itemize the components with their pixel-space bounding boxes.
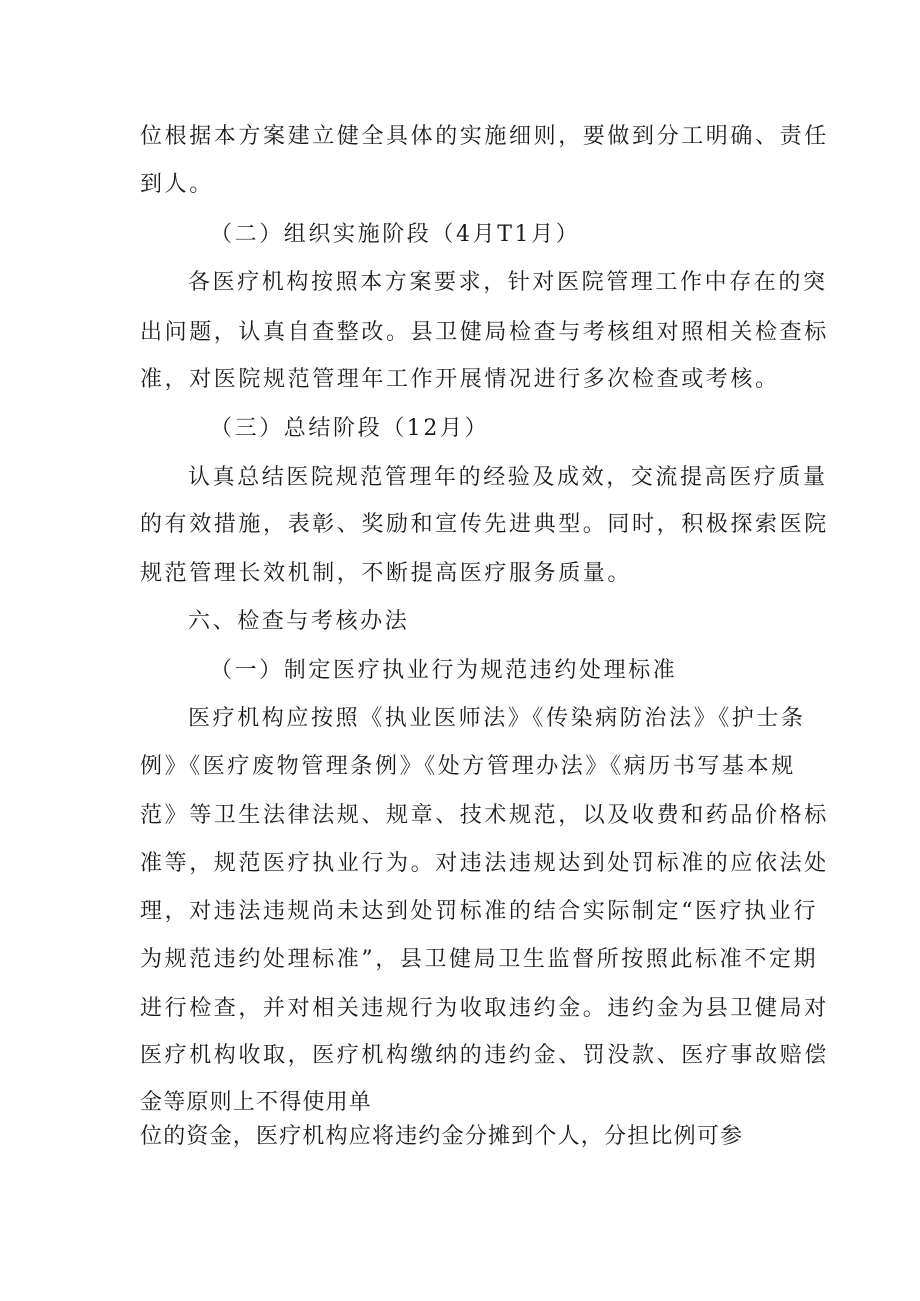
paragraph-line: 医疗机构收取，医疗机构缴纳的违约金、罚没款、医疗事故赔偿 bbox=[140, 1043, 829, 1068]
paragraph-line: 准等，规范医疗执业行为。对违法违规达到处罚标准的应依法处 bbox=[140, 851, 829, 876]
paragraph-line: 位根据本方案建立健全具体的实施细则，要做到分工明确、责任 bbox=[140, 124, 829, 149]
paragraph-line: 位的资金，医疗机构应将违约金分摊到个人，分担比例可参 bbox=[140, 1124, 744, 1149]
paragraph-line: 医疗机构应按照《执业医师法》《传染病防治法》《护士条 bbox=[188, 706, 806, 731]
paragraph-line: 理，对违法违规尚未达到处罚标准的结合实际制定“医疗执业行 bbox=[140, 899, 819, 924]
paragraph-line: 准，对医院规范管理年工作开展情况进行多次检查或考核。 bbox=[140, 367, 780, 392]
paragraph-line: 为规范违约处理标准”，县卫健局卫生监督所按照此标准不定期 bbox=[140, 947, 819, 972]
section-heading: （一）制定医疗执业行为规范违约处理标准 bbox=[210, 658, 678, 683]
paragraph-line: 的有效措施，表彰、奖励和宣传先进典型。同时，积极探索医院 bbox=[140, 512, 829, 537]
paragraph-line: 各医疗机构按照本方案要求，针对医院管理工作中存在的突 bbox=[188, 270, 828, 295]
section-heading: （三）总结阶段（12月） bbox=[210, 416, 490, 441]
paragraph-line: 规范管理长效机制，不断提高医疗服务质量。 bbox=[140, 561, 633, 586]
paragraph-line: 认真总结医院规范管理年的经验及成效，交流提高医疗质量 bbox=[188, 465, 828, 490]
section-heading: （二）组织实施阶段（4月T1月） bbox=[210, 222, 581, 247]
paragraph-line: 例》《医疗废物管理条例》《处方管理办法》《病历书写基本规 bbox=[140, 754, 796, 779]
paragraph-line: 出问题，认真自查整改。县卫健局检查与考核组对照相关检查标 bbox=[140, 320, 829, 345]
chapter-heading: 六、检查与考核办法 bbox=[188, 609, 410, 634]
paragraph-line: 金等原则上不得使用单 bbox=[140, 1090, 373, 1115]
paragraph-line: 到人。 bbox=[140, 172, 214, 197]
paragraph-line: 范》等卫生法律法规、规章、技术规范，以及收费和药品价格标 bbox=[140, 803, 829, 828]
paragraph-line: 进行检查，并对相关违规行为收取违约金。违约金为县卫健局对 bbox=[140, 996, 829, 1021]
